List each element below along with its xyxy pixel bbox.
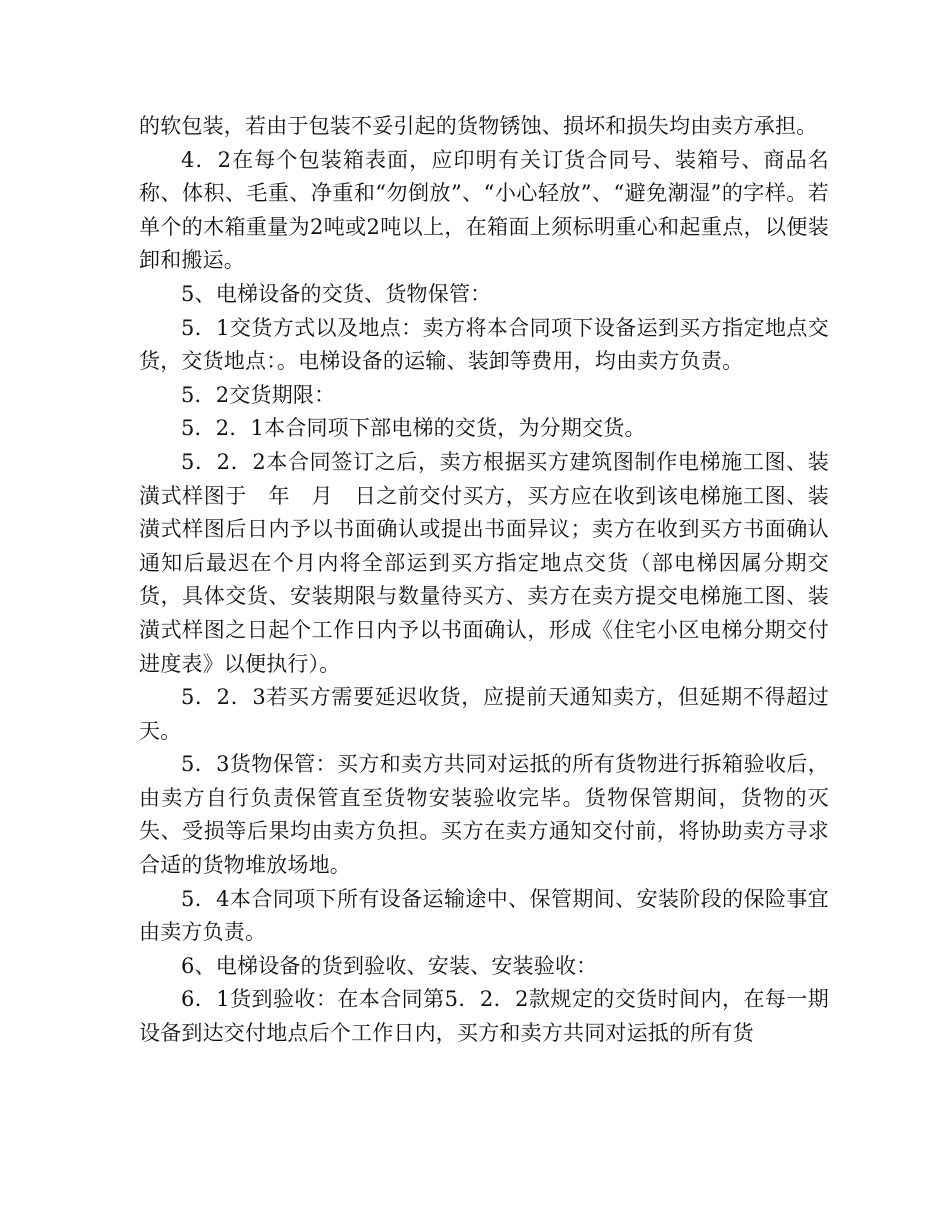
paragraph-4-2-box-marking: 4．2在每个包装箱表面，应印明有关订货合同号、装箱号、商品名称、体积、毛重、净重和“勿倒放”、“小心轻放”、“避免潮湿”的字样。若单个的木箱重量为2吨或2吨以上，在箱面上须标明重心和起重点，以便装卸和搬运。 (139, 147, 829, 273)
paragraph-packaging-liability: 的软包装，若由于包装不妥引起的货物锈蚀、损坏和损失均由卖方承担。 (139, 114, 818, 138)
paragraph-5-2-2: 5．2．2本合同签订之后，卖方根据买方建筑图制作电梯施工图、装潢式样图于 年 月 日之前交付买方，买方应在收到该电梯施工图、装潢式样图后日内予以书面确认或提出书面异议；卖方在收到买方书面确认通知后最迟在个月内将全部运到买方指定地点交货（部电梯因属分期交货，具体交货、安装期限与数量待买方、卖方在卖方提交电梯施工图、装潢式样图之日起个工作日内予以书面确认，形成《住宅小区电梯分期交付进度表》以便执行）。 (139, 449, 829, 676)
paragraph-5-3-goods-storage: 5．3货物保管：买方和卖方共同对运抵的所有货物进行拆箱验收后，由卖方自行负责保管直至货物安装验收完毕。货物保管期间，货物的灭失、受损等后果均由卖方负担。买方在卖方通知交付前，将协助卖方寻求合适的货物堆放场地。 (139, 752, 829, 878)
document-body (139, 110, 829, 1051)
paragraph-6-1-arrival-inspection: 6．1货到验收：在本合同第5．2．2款规定的交货时间内，在每一期设备到达交付地点后个工作日内，买方和卖方共同对运抵的所有货 (139, 987, 829, 1046)
paragraph-5-4-insurance: 5．4本合同项下所有设备运输途中、保管期间、安装阶段的保险事宜由卖方负责。 (139, 886, 829, 945)
paragraph-6-heading: 6、电梯设备的货到验收、安装、安装验收： (181, 953, 598, 978)
paragraph-5-2-3: 5．2．3若买方需要延迟收货，应提前天通知卖方，但延期不得超过天。 (139, 685, 829, 743)
paragraph-5-2-1: 5．2．1本合同项下部电梯的交货，为分期交货。 (181, 416, 646, 441)
paragraph-5-heading: 5、电梯设备的交货、货物保管： (181, 281, 492, 306)
paragraph-5-1-delivery-method: 5．1交货方式以及地点：卖方将本合同项下设备运到买方指定地点交货，交货地点：。电梯设备的运输、装卸等费用，均由卖方负责。 (139, 315, 829, 374)
paragraph-5-2-delivery-period: 5．2交货期限： (181, 382, 336, 407)
